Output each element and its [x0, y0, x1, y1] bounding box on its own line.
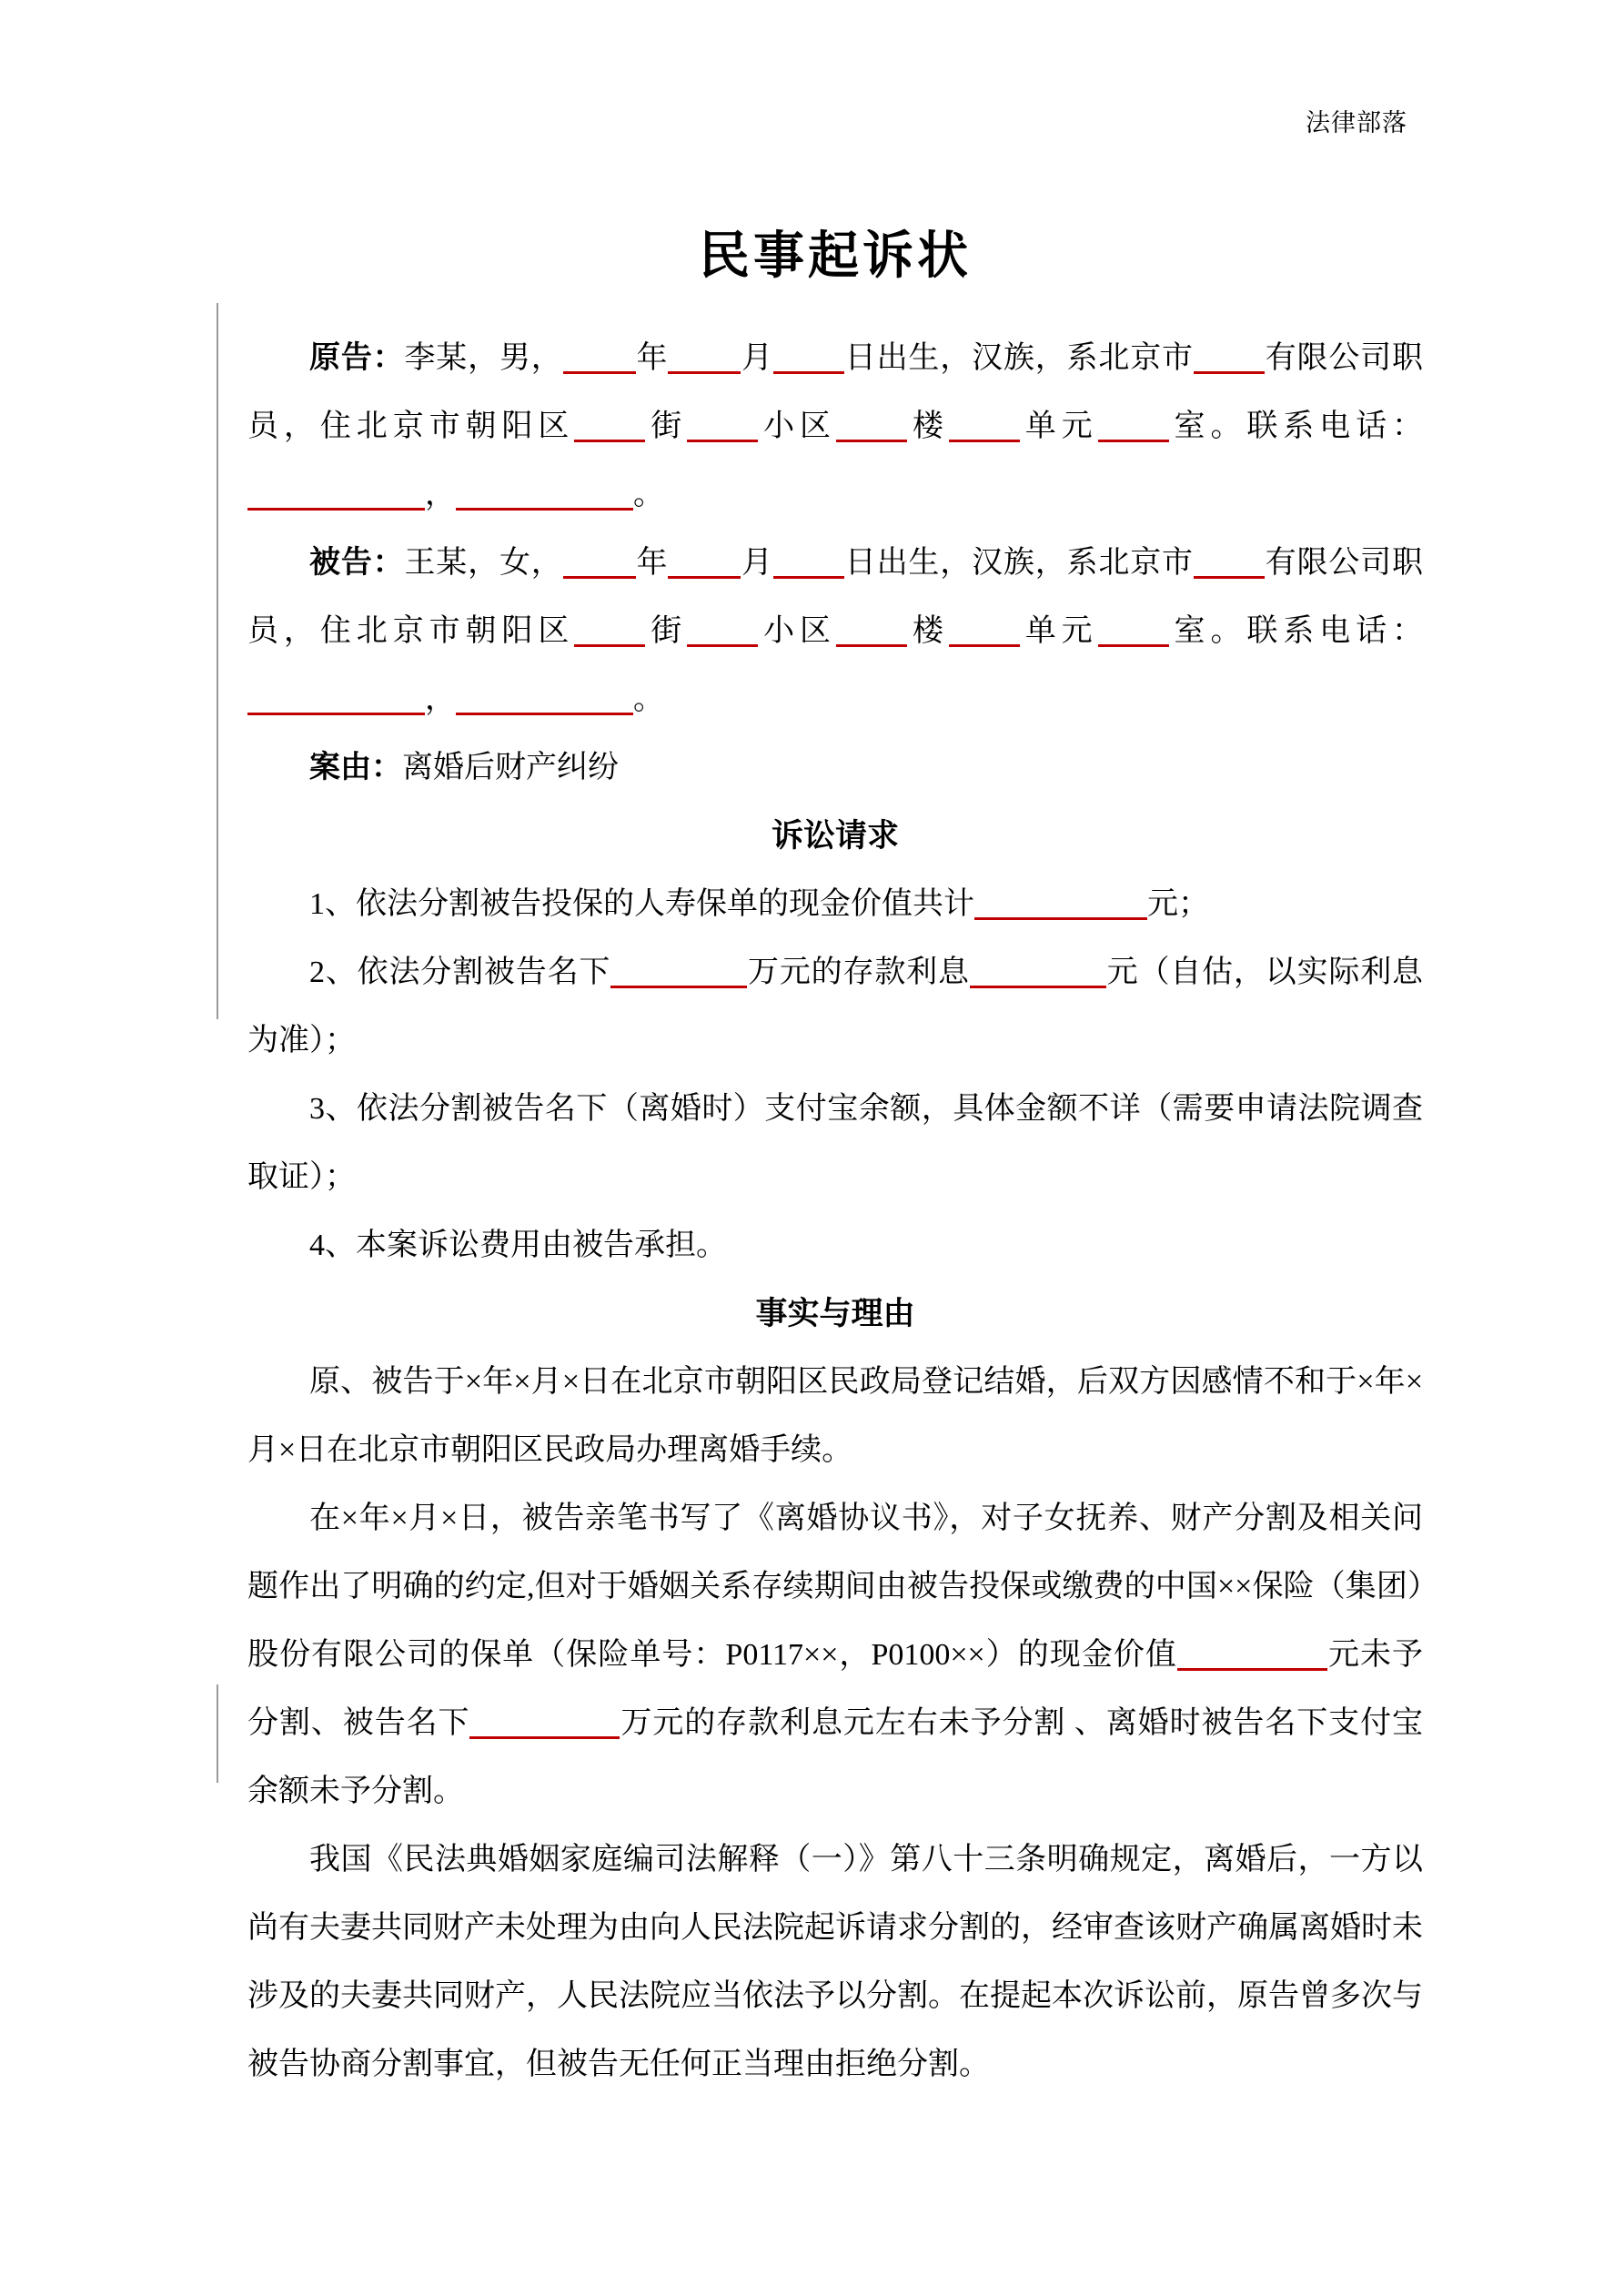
text-run: ， [425, 683, 456, 716]
text-run: 街 [645, 410, 688, 443]
text-run: 日出生，汉族，系北京市 [843, 546, 1194, 580]
document-title: 民事起诉状 [699, 228, 972, 285]
fill-in-blank [247, 497, 425, 511]
fill-in-blank [1194, 565, 1265, 579]
fill-in-blank [563, 360, 636, 374]
heading-facts [247, 1279, 1423, 1348]
text-run: 2、依法分割被告名下 [309, 956, 611, 989]
claim-item-2 [247, 938, 1423, 1075]
fill-in-blank [773, 565, 844, 579]
fill-in-blank [456, 702, 633, 715]
text-run: 离婚后财产纠纷 [402, 751, 619, 784]
fill-in-blank [668, 565, 741, 579]
text-run: 万元的存款利息元左右未予分割 、离婚时被告名下支付宝余额未予分割。 [247, 1706, 1424, 1808]
document-content [247, 215, 1423, 2099]
fill-in-blank [456, 497, 633, 511]
fill-in-blank [687, 633, 758, 647]
fill-in-blank [610, 975, 747, 988]
text-run: 3、依法分割被告名下（离婚时）支付宝余额，具体金额不详（需要申请法院调查取证）； [247, 1092, 1423, 1194]
text-run: 单元 [1019, 614, 1098, 648]
text-run: 室。联系电话： [1168, 614, 1424, 648]
text-run: 诉讼请求 [771, 818, 899, 854]
text-run: 街 [645, 614, 688, 648]
text-run: 月 [741, 341, 773, 375]
text-run: 楼 [906, 410, 949, 443]
text-run: 李某，男， [404, 341, 563, 375]
fill-in-blank [668, 360, 741, 374]
text-run: 案由： [309, 750, 402, 784]
text-run: 有限公司职员，住北京市朝阳区 [247, 341, 1424, 443]
text-run: 元； [1147, 887, 1209, 921]
text-run: 1、依法分割被告投保的人寿保单的现金价值共计 [309, 887, 974, 921]
document-body [247, 324, 1423, 2099]
fill-in-blank [949, 429, 1020, 442]
text-run: 室。联系电话： [1168, 410, 1424, 443]
text-run: 我国《民法典婚姻家庭编司法解释（一）》第八十三条明确规定，离婚后，一方以尚有夫妻共同财产未处理为由向人民法院起诉请求分割的，经审查该财产确属离婚时未涉及的夫妻共同财产，人民法院应当依法予以分割。在提起本次诉讼前，原告曾多次与被告协商分割事宜，但被告无任何正当理由拒绝分割。 [247, 1843, 1423, 2081]
facts-paragraph-1 [247, 1348, 1423, 1484]
text-run: 元（自估，以实际利息为准）； [247, 956, 1424, 1057]
text-run: 小区 [758, 614, 836, 648]
text-run: 年 [635, 546, 669, 580]
watermark-text: 法律部落 [1306, 109, 1407, 137]
fill-in-blank [1098, 429, 1169, 442]
heading-claims [247, 802, 1423, 870]
fill-in-blank [970, 975, 1106, 988]
fill-in-blank [836, 633, 907, 647]
text-run: 元未予分割、被告名下 [247, 1638, 1424, 1740]
text-run: 在×年×月×日，被告亲笔书写了《离婚协议书》，对子女抚养、财产分割及相关问题作出了明确的约定,但对于婚姻关系存续期间由被告投保或缴费的中国××保险（集团）股份有限公司的保单（保险单号：P0117××，P0100××）的现金价值 [247, 1502, 1423, 1672]
fill-in-blank [574, 633, 645, 647]
facts-paragraph-3 [247, 1826, 1423, 2099]
fill-in-blank [773, 360, 844, 374]
text-run: 4、本案诉讼费用由被告承担。 [309, 1229, 727, 1262]
change-bar [217, 303, 218, 1019]
defendant-paragraph [247, 529, 1423, 733]
text-run: 事实与理由 [755, 1296, 915, 1331]
fill-in-blank [563, 565, 636, 579]
facts-paragraph-2 [247, 1484, 1423, 1826]
fill-in-blank [247, 702, 425, 715]
text-run: 王某，女， [404, 546, 563, 580]
fill-in-blank [1194, 360, 1265, 374]
text-run: 月 [741, 546, 773, 580]
text-run: 有限公司职员，住北京市朝阳区 [247, 546, 1424, 648]
cause-of-action-paragraph [247, 733, 1423, 802]
claim-item-3 [247, 1075, 1423, 1211]
text-run: 原告： [309, 340, 405, 375]
fill-in-blank [1177, 1657, 1327, 1671]
text-run: 。 [633, 478, 664, 511]
fill-in-blank [574, 429, 645, 442]
text-run: 被告： [309, 545, 405, 580]
text-run: 单元 [1019, 410, 1098, 443]
plaintiff-paragraph [247, 324, 1423, 529]
text-run: 万元的存款利息 [747, 956, 970, 989]
text-run: 日出生，汉族，系北京市 [843, 341, 1194, 375]
claim-item-1 [247, 870, 1423, 938]
fill-in-blank [469, 1725, 620, 1739]
fill-in-blank [687, 429, 758, 442]
claim-item-4 [247, 1211, 1423, 1279]
fill-in-blank [949, 633, 1020, 647]
text-run: 年 [635, 341, 669, 375]
change-bar [217, 1684, 218, 1783]
text-run: 小区 [758, 410, 836, 443]
text-run: ， [425, 478, 456, 511]
fill-in-blank [974, 906, 1147, 920]
fill-in-blank [1098, 633, 1169, 647]
text-run: 原、被告于×年×月×日在北京市朝阳区民政局登记结婚，后双方因感情不和于×年×月×日在北京市朝阳区民政局办理离婚手续。 [247, 1365, 1423, 1467]
text-run: 楼 [906, 614, 949, 648]
text-run: 。 [633, 683, 664, 716]
fill-in-blank [836, 429, 907, 442]
